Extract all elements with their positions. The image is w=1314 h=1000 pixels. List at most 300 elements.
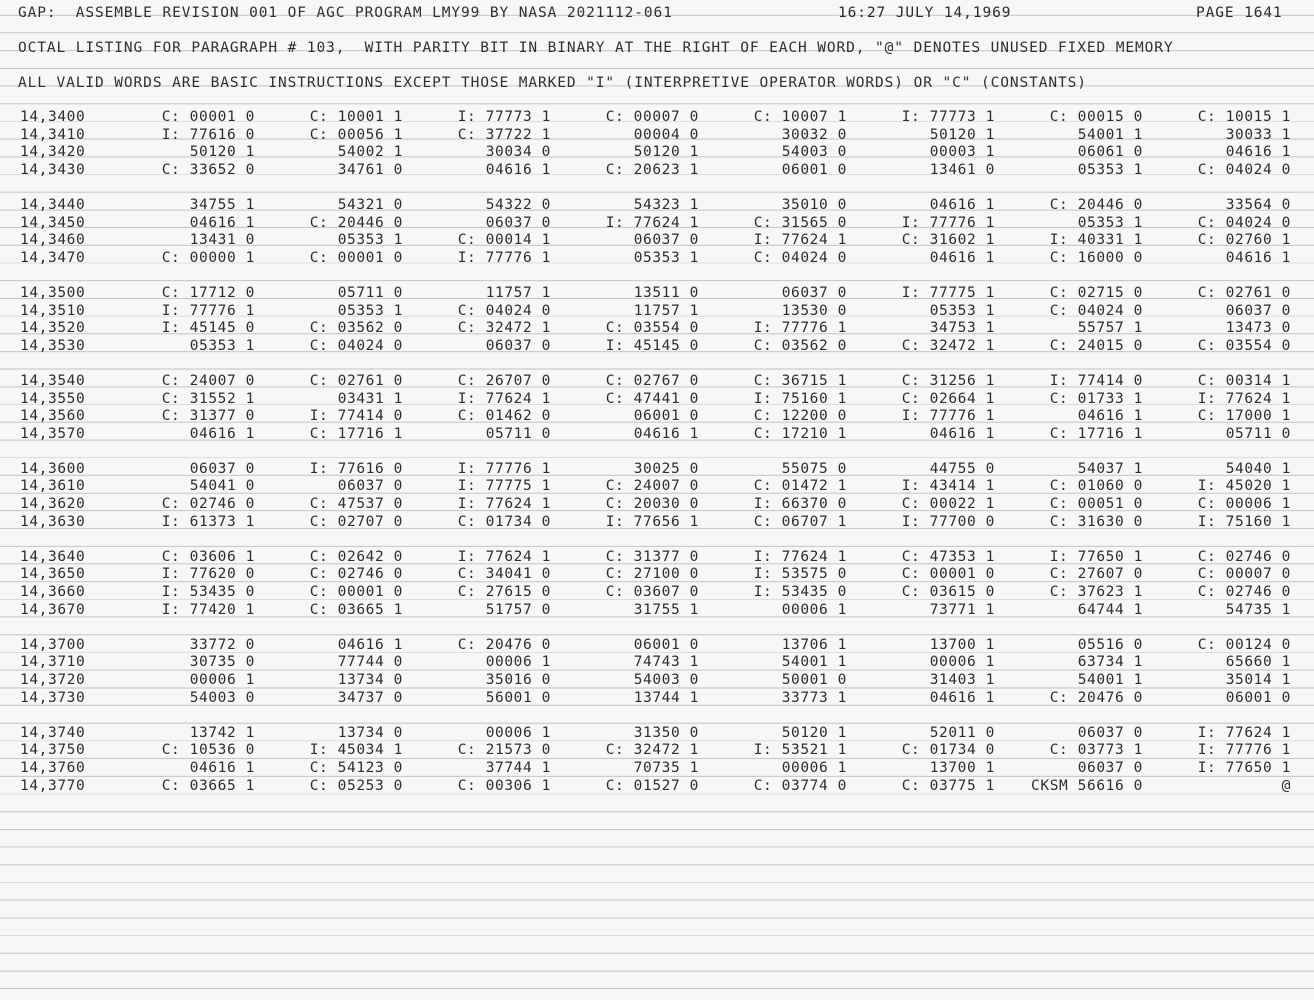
listing-row xyxy=(0,637,1314,655)
memory-word: C: 01734 0 xyxy=(457,513,551,530)
memory-word: 65660 1 xyxy=(1225,654,1291,671)
listing-row xyxy=(0,127,1314,145)
memory-word: C: 32472 1 xyxy=(901,337,995,354)
listing-row xyxy=(0,320,1314,338)
memory-word: 06001 0 xyxy=(781,161,847,178)
memory-word: I: 77624 1 xyxy=(1197,724,1291,741)
memory-word: I: 77624 1 xyxy=(753,548,847,565)
memory-word: C: 24007 0 xyxy=(605,478,699,495)
memory-word: 50120 1 xyxy=(189,144,255,161)
header-listing-description: OCTAL LISTING FOR PARAGRAPH # 103, WITH PARITY BIT IN BINARY AT THE RIGHT OF EACH WORD, "@" DENOTES UNUSED FIXED MEMORY xyxy=(18,40,1174,56)
memory-word: C: 04024 0 xyxy=(1197,161,1291,178)
memory-word: C: 03774 0 xyxy=(753,777,847,794)
memory-word: C: 00314 1 xyxy=(1197,372,1291,389)
memory-word: C: 02707 0 xyxy=(309,513,403,530)
memory-word: C: 20476 0 xyxy=(1049,689,1143,706)
memory-word: C: 03606 1 xyxy=(161,548,255,565)
memory-word: I: 77624 1 xyxy=(753,232,847,249)
row-address: 14,3530 xyxy=(20,337,86,354)
memory-word: 00006 1 xyxy=(781,601,847,618)
memory-word: C: 06707 1 xyxy=(753,513,847,530)
memory-word: C: 03554 0 xyxy=(605,320,699,337)
memory-word: I: 75160 1 xyxy=(1197,513,1291,530)
memory-word: 54321 0 xyxy=(337,196,403,213)
memory-word: 35016 0 xyxy=(485,672,551,688)
memory-word: 31755 1 xyxy=(633,601,699,618)
memory-word: 04616 1 xyxy=(189,759,255,776)
memory-word: C: 00001 0 xyxy=(161,109,255,125)
memory-word: C: 03554 0 xyxy=(1197,337,1291,354)
memory-word: C: 03665 1 xyxy=(161,777,255,794)
memory-word: C: 21573 0 xyxy=(457,742,551,759)
memory-word: C: 31602 1 xyxy=(901,232,995,249)
memory-word: 04616 1 xyxy=(929,425,995,442)
memory-word: C: 37722 1 xyxy=(457,126,551,143)
memory-word: 06037 0 xyxy=(189,460,255,477)
listing-row xyxy=(0,144,1314,162)
memory-word: 54041 0 xyxy=(189,478,255,495)
memory-word: 00003 1 xyxy=(929,144,995,161)
memory-word: 04616 1 xyxy=(189,214,255,231)
listing-row xyxy=(0,250,1314,268)
memory-word: C: 27615 0 xyxy=(457,584,551,601)
memory-word: C: 26707 0 xyxy=(457,372,551,389)
memory-word: C: 02767 0 xyxy=(605,372,699,389)
listing-spacer xyxy=(0,443,1314,461)
memory-word: C: 17000 1 xyxy=(1197,408,1291,425)
memory-word: C: 33652 0 xyxy=(161,161,255,178)
row-address: 14,3410 xyxy=(20,126,86,143)
memory-word: C: 10001 1 xyxy=(309,109,403,125)
memory-word: I: 45145 0 xyxy=(605,337,699,354)
memory-word: C: 37623 1 xyxy=(1049,584,1143,601)
memory-word: C: 20446 0 xyxy=(309,214,403,231)
memory-word: I: 77773 1 xyxy=(901,109,995,125)
memory-word: 13706 1 xyxy=(781,636,847,653)
row-address: 14,3730 xyxy=(20,689,86,706)
memory-word: 03431 1 xyxy=(337,390,403,407)
memory-word: C: 03773 1 xyxy=(1049,742,1143,759)
memory-word: C: 01734 0 xyxy=(901,742,995,759)
memory-word: C: 32472 1 xyxy=(605,742,699,759)
memory-word: C: 17716 1 xyxy=(1049,425,1143,442)
memory-word: C: 01462 0 xyxy=(457,408,551,425)
memory-word: 05353 1 xyxy=(337,302,403,319)
listing-row xyxy=(0,478,1314,496)
memory-word: I: 77776 1 xyxy=(161,302,255,319)
memory-word: C: 01472 1 xyxy=(753,478,847,495)
memory-word: C: 27100 0 xyxy=(605,566,699,583)
memory-word: 05353 1 xyxy=(1077,214,1143,231)
listing-row xyxy=(0,725,1314,743)
memory-word: 30025 0 xyxy=(633,460,699,477)
memory-word: C: 01527 0 xyxy=(605,777,699,794)
row-address: 14,3660 xyxy=(20,584,86,601)
row-address: 14,3620 xyxy=(20,496,86,513)
header-page-number: PAGE 1641 xyxy=(1196,5,1283,21)
memory-word: I: 45034 1 xyxy=(309,742,403,759)
listing-row xyxy=(0,215,1314,233)
memory-word: C: 02746 0 xyxy=(309,566,403,583)
listing-row xyxy=(0,303,1314,321)
memory-word: C: 32472 1 xyxy=(457,320,551,337)
listing-row xyxy=(0,162,1314,180)
memory-word: I: 77620 0 xyxy=(161,566,255,583)
memory-word: C: 20476 0 xyxy=(457,636,551,653)
memory-word: C: 04024 0 xyxy=(1049,302,1143,319)
memory-word: I: 61373 1 xyxy=(161,513,255,530)
memory-word: 33773 1 xyxy=(781,689,847,706)
memory-word: 06037 0 xyxy=(485,337,551,354)
memory-word: 05711 0 xyxy=(485,425,551,442)
row-address: 14,3540 xyxy=(20,372,86,389)
memory-word: 04616 1 xyxy=(1225,249,1291,266)
memory-word: C: 02761 0 xyxy=(1197,284,1291,301)
listing-spacer xyxy=(0,355,1314,373)
row-address: 14,3670 xyxy=(20,601,86,618)
memory-word: C: 00001 0 xyxy=(309,584,403,601)
memory-word: 13734 0 xyxy=(337,672,403,688)
memory-word: C: 00124 0 xyxy=(1197,636,1291,653)
memory-word: C: 36715 1 xyxy=(753,372,847,389)
memory-word: 05353 1 xyxy=(633,249,699,266)
memory-word: C: 01733 1 xyxy=(1049,390,1143,407)
memory-word: C: 20030 0 xyxy=(605,496,699,513)
memory-word: 00006 1 xyxy=(485,654,551,671)
memory-word: C: 02760 1 xyxy=(1197,232,1291,249)
memory-word: C: 03562 0 xyxy=(309,320,403,337)
memory-word: 05711 0 xyxy=(337,284,403,301)
memory-word: 04616 1 xyxy=(929,249,995,266)
row-address: 14,3500 xyxy=(20,284,86,301)
listing-row xyxy=(0,373,1314,391)
memory-word: C: 00000 1 xyxy=(161,249,255,266)
listing-row xyxy=(0,232,1314,250)
memory-word: 30735 0 xyxy=(189,654,255,671)
memory-word: 04616 1 xyxy=(1077,408,1143,425)
memory-word: 13742 1 xyxy=(189,724,255,741)
memory-word: C: 01060 0 xyxy=(1049,478,1143,495)
memory-word: I: 45145 0 xyxy=(161,320,255,337)
memory-word: C: 31552 1 xyxy=(161,390,255,407)
memory-word: C: 04024 0 xyxy=(753,249,847,266)
listing-row xyxy=(0,408,1314,426)
memory-word: 34737 0 xyxy=(337,689,403,706)
memory-word: I: 77414 0 xyxy=(309,408,403,425)
memory-word: 70735 1 xyxy=(633,759,699,776)
header-instruction-legend: ALL VALID WORDS ARE BASIC INSTRUCTIONS EXCEPT THOSE MARKED "I" (INTERPRETIVE OPERATOR WORDS) OR "C" (CONSTANTS) xyxy=(18,75,1087,91)
memory-word: C: 02715 0 xyxy=(1049,284,1143,301)
memory-word: 54001 1 xyxy=(1077,672,1143,688)
memory-word: 06001 0 xyxy=(633,636,699,653)
memory-word: C: 03615 0 xyxy=(901,584,995,601)
memory-word: C: 05253 0 xyxy=(309,777,403,794)
memory-word: C: 02642 0 xyxy=(309,548,403,565)
memory-word: 04616 1 xyxy=(929,689,995,706)
listing-spacer xyxy=(0,267,1314,285)
memory-word: 11757 1 xyxy=(633,302,699,319)
memory-word: I: 77776 1 xyxy=(457,249,551,266)
listing-row xyxy=(0,602,1314,620)
memory-word: 54003 0 xyxy=(189,689,255,706)
memory-word: I: 66370 0 xyxy=(753,496,847,513)
memory-word: 54037 1 xyxy=(1077,460,1143,477)
memory-word: C: 02746 0 xyxy=(1197,548,1291,565)
memory-word: 13473 0 xyxy=(1225,320,1291,337)
memory-word: 63734 1 xyxy=(1077,654,1143,671)
memory-word: 31350 0 xyxy=(633,724,699,741)
header-timestamp: 16:27 JULY 14,1969 xyxy=(838,5,1012,21)
memory-word: C: 31377 0 xyxy=(605,548,699,565)
listing-row xyxy=(0,549,1314,567)
listing-spacer xyxy=(0,531,1314,549)
memory-word: C: 24007 0 xyxy=(161,372,255,389)
listing-row xyxy=(0,285,1314,303)
memory-word: C: 34041 0 xyxy=(457,566,551,583)
memory-word: 30032 0 xyxy=(781,126,847,143)
memory-word: 06037 0 xyxy=(1077,759,1143,776)
listing-row xyxy=(0,197,1314,215)
memory-word: 73771 1 xyxy=(929,601,995,618)
memory-word: 06037 0 xyxy=(1077,724,1143,741)
memory-word: 55757 1 xyxy=(1077,320,1143,337)
row-address: 14,3710 xyxy=(20,654,86,671)
memory-word: C: 00014 1 xyxy=(457,232,551,249)
memory-word: I: 53435 0 xyxy=(753,584,847,601)
row-address: 14,3610 xyxy=(20,478,86,495)
memory-word: CKSM 56616 0 xyxy=(1031,777,1143,794)
memory-word: 54001 1 xyxy=(781,654,847,671)
memory-word: C: 00006 1 xyxy=(1197,496,1291,513)
memory-word: C: 02761 0 xyxy=(309,372,403,389)
memory-word: 31403 1 xyxy=(929,672,995,688)
memory-word: I: 75160 1 xyxy=(753,390,847,407)
memory-word: 06037 0 xyxy=(337,478,403,495)
row-address: 14,3550 xyxy=(20,390,86,407)
memory-word: C: 10015 1 xyxy=(1197,109,1291,125)
listing-row xyxy=(0,690,1314,708)
octal-listing xyxy=(0,109,1314,795)
listing-row xyxy=(0,654,1314,672)
memory-word: I: 77414 0 xyxy=(1049,372,1143,389)
memory-word: 56001 0 xyxy=(485,689,551,706)
memory-word: C: 17716 1 xyxy=(309,425,403,442)
memory-word: 35010 0 xyxy=(781,196,847,213)
memory-word: C: 04024 0 xyxy=(1197,214,1291,231)
memory-word: 33772 0 xyxy=(189,636,255,653)
memory-word: 04616 1 xyxy=(189,425,255,442)
memory-word: 05353 1 xyxy=(929,302,995,319)
memory-word: C: 02746 0 xyxy=(161,496,255,513)
row-address: 14,3700 xyxy=(20,636,86,653)
listing-row xyxy=(0,566,1314,584)
row-address: 14,3750 xyxy=(20,742,86,759)
memory-word: C: 31630 0 xyxy=(1049,513,1143,530)
memory-word: 06037 0 xyxy=(485,214,551,231)
memory-word: I: 77775 1 xyxy=(457,478,551,495)
memory-word: 50001 0 xyxy=(781,672,847,688)
memory-word: C: 00007 0 xyxy=(1197,566,1291,583)
listing-spacer xyxy=(0,179,1314,197)
memory-word: 00004 0 xyxy=(633,126,699,143)
memory-word: I: 77776 1 xyxy=(1197,742,1291,759)
memory-word: 06037 0 xyxy=(781,284,847,301)
row-address: 14,3560 xyxy=(20,408,86,425)
memory-word: I: 77650 1 xyxy=(1197,759,1291,776)
listing-spacer xyxy=(0,619,1314,637)
memory-word: 04616 1 xyxy=(485,161,551,178)
memory-word: 13461 0 xyxy=(929,161,995,178)
memory-word: 30033 1 xyxy=(1225,126,1291,143)
memory-word: 54735 1 xyxy=(1225,601,1291,618)
row-address: 14,3600 xyxy=(20,460,86,477)
memory-word: 13734 0 xyxy=(337,724,403,741)
memory-word: C: 31377 0 xyxy=(161,408,255,425)
memory-word: C: 00015 0 xyxy=(1049,109,1143,125)
memory-word: 05516 0 xyxy=(1077,636,1143,653)
listing-row xyxy=(0,778,1314,796)
memory-word: 00006 1 xyxy=(929,654,995,671)
memory-word: C: 20623 1 xyxy=(605,161,699,178)
memory-word: I: 77624 1 xyxy=(1197,390,1291,407)
memory-word: 50120 1 xyxy=(929,126,995,143)
memory-word: C: 00007 0 xyxy=(605,109,699,125)
row-address: 14,3630 xyxy=(20,513,86,530)
memory-word: I: 53575 0 xyxy=(753,566,847,583)
memory-word: 04616 1 xyxy=(633,425,699,442)
memory-word: C: 02664 1 xyxy=(901,390,995,407)
memory-word: I: 77776 1 xyxy=(457,460,551,477)
row-address: 14,3650 xyxy=(20,566,86,583)
memory-word: 00006 1 xyxy=(781,759,847,776)
memory-word: 35014 1 xyxy=(1225,672,1291,688)
memory-word: 52011 0 xyxy=(929,724,995,741)
memory-word: 33564 0 xyxy=(1225,196,1291,213)
memory-word: C: 17210 1 xyxy=(753,425,847,442)
memory-word: 51757 0 xyxy=(485,601,551,618)
memory-word: C: 16000 0 xyxy=(1049,249,1143,266)
memory-word: 13700 1 xyxy=(929,636,995,653)
row-address: 14,3440 xyxy=(20,196,86,213)
memory-word: 34753 1 xyxy=(929,320,995,337)
memory-word: I: 45020 1 xyxy=(1197,478,1291,495)
memory-word: 54003 0 xyxy=(781,144,847,161)
memory-word: C: 00001 0 xyxy=(309,249,403,266)
listing-row xyxy=(0,109,1314,127)
memory-word: 13744 1 xyxy=(633,689,699,706)
memory-word: 54002 1 xyxy=(337,144,403,161)
memory-word: C: 03607 0 xyxy=(605,584,699,601)
memory-word: 55075 0 xyxy=(781,460,847,477)
memory-word: C: 04024 0 xyxy=(309,337,403,354)
memory-word: I: 77624 1 xyxy=(457,548,551,565)
row-address: 14,3460 xyxy=(20,232,86,249)
memory-word: C: 12200 0 xyxy=(753,408,847,425)
listing-row xyxy=(0,760,1314,778)
memory-word: I: 53521 1 xyxy=(753,742,847,759)
memory-word: I: 77616 0 xyxy=(161,126,255,143)
memory-word: 00006 1 xyxy=(485,724,551,741)
memory-word: I: 53435 0 xyxy=(161,584,255,601)
memory-word: 00006 1 xyxy=(189,672,255,688)
row-address: 14,3520 xyxy=(20,320,86,337)
memory-word: I: 77776 1 xyxy=(901,214,995,231)
memory-word: I: 77616 0 xyxy=(309,460,403,477)
memory-word: I: 77624 1 xyxy=(605,214,699,231)
memory-word: C: 00056 1 xyxy=(309,126,403,143)
memory-word: 30034 0 xyxy=(485,144,551,161)
memory-word: C: 04024 0 xyxy=(457,302,551,319)
memory-word: C: 02746 0 xyxy=(1197,584,1291,601)
memory-word: 64744 1 xyxy=(1077,601,1143,618)
memory-word: 05353 1 xyxy=(189,337,255,354)
memory-word: C: 00306 1 xyxy=(457,777,551,794)
memory-word: C: 47353 1 xyxy=(901,548,995,565)
row-address: 14,3770 xyxy=(20,777,86,794)
row-address: 14,3510 xyxy=(20,302,86,319)
row-address: 14,3450 xyxy=(20,214,86,231)
memory-word: C: 03775 1 xyxy=(901,777,995,794)
memory-word: 06001 0 xyxy=(633,408,699,425)
memory-word: I: 77776 1 xyxy=(753,320,847,337)
memory-word: C: 03665 1 xyxy=(309,601,403,618)
memory-word: 04616 1 xyxy=(929,196,995,213)
memory-word: 11757 1 xyxy=(485,284,551,301)
memory-word: C: 10007 1 xyxy=(753,109,847,125)
memory-word: 13431 0 xyxy=(189,232,255,249)
memory-word: C: 03562 0 xyxy=(753,337,847,354)
memory-word: 74743 1 xyxy=(633,654,699,671)
memory-word: I: 77776 1 xyxy=(901,408,995,425)
memory-word: 77744 0 xyxy=(337,654,403,671)
memory-word: I: 77420 1 xyxy=(161,601,255,618)
memory-word: I: 77624 1 xyxy=(457,496,551,513)
memory-word: I: 77775 1 xyxy=(901,284,995,301)
listing-row xyxy=(0,461,1314,479)
listing-row xyxy=(0,584,1314,602)
memory-word: I: 77656 1 xyxy=(605,513,699,530)
row-address: 14,3420 xyxy=(20,144,86,161)
memory-word: 54323 1 xyxy=(633,196,699,213)
memory-word: 13530 0 xyxy=(781,302,847,319)
memory-word: I: 77773 1 xyxy=(457,109,551,125)
memory-word: C: 00022 1 xyxy=(901,496,995,513)
memory-word: 54001 1 xyxy=(1077,126,1143,143)
memory-word: 54003 0 xyxy=(633,672,699,688)
memory-word: C: 00001 0 xyxy=(901,566,995,583)
listing-spacer xyxy=(0,707,1314,725)
memory-word: C: 31256 1 xyxy=(901,372,995,389)
memory-word: C: 24015 0 xyxy=(1049,337,1143,354)
memory-word: 34761 0 xyxy=(337,161,403,178)
row-address: 14,3570 xyxy=(20,425,86,442)
memory-word: @ xyxy=(1281,777,1291,794)
listing-row xyxy=(0,391,1314,409)
row-address: 14,3760 xyxy=(20,759,86,776)
memory-word: C: 54123 0 xyxy=(309,759,403,776)
memory-word: 54040 1 xyxy=(1225,460,1291,477)
memory-word: 06037 0 xyxy=(1225,302,1291,319)
row-address: 14,3470 xyxy=(20,249,86,266)
memory-word: C: 17712 0 xyxy=(161,284,255,301)
memory-word: I: 77650 1 xyxy=(1049,548,1143,565)
listing-row xyxy=(0,496,1314,514)
listing-row xyxy=(0,514,1314,532)
memory-word: C: 00051 0 xyxy=(1049,496,1143,513)
row-address: 14,3720 xyxy=(20,672,86,688)
memory-word: 04616 1 xyxy=(1225,144,1291,161)
memory-word: C: 47537 0 xyxy=(309,496,403,513)
